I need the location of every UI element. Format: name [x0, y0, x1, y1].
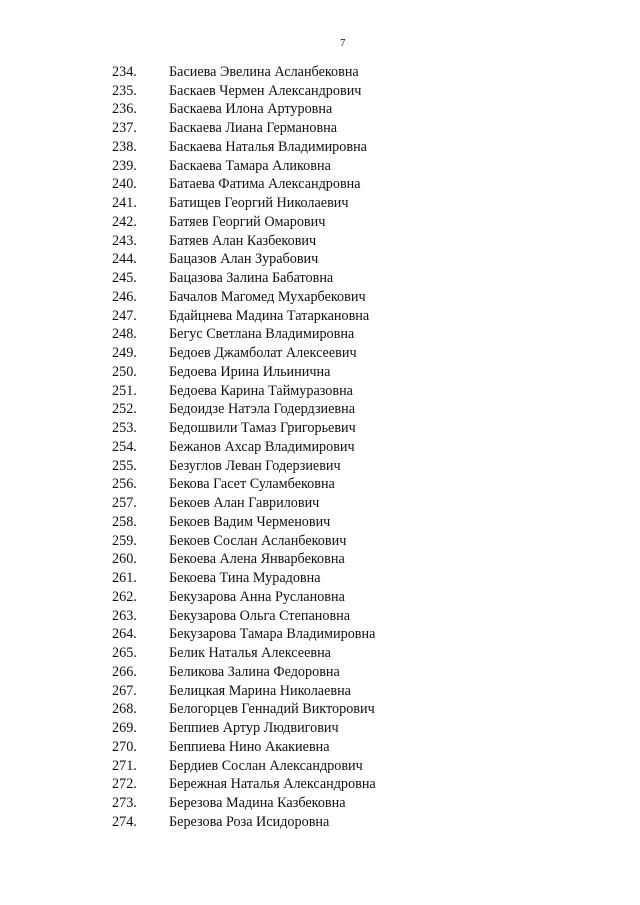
list-item-number: 260. [112, 551, 137, 568]
list-item [112, 344, 376, 363]
list-item-name: Белогорцев Геннадий Викторович [169, 701, 375, 718]
list-item [112, 363, 376, 382]
list-item-name: Бацазов Алан Зурабович [169, 251, 319, 268]
list-item-name: Белик Наталья Алексеевна [169, 645, 331, 662]
list-item [112, 232, 376, 251]
list-item-number: 256. [112, 476, 137, 493]
list-item-number: 249. [112, 345, 137, 362]
list-item-number: 257. [112, 495, 137, 512]
list-item-number: 266. [112, 663, 137, 680]
list-item-number: 246. [112, 288, 137, 305]
list-item-name: Бацазова Залина Бабатовна [169, 270, 334, 287]
list-item [112, 401, 376, 420]
list-item [112, 663, 376, 682]
list-item-number: 267. [112, 682, 137, 699]
list-item-number: 253. [112, 420, 137, 437]
list-item-name: Бережная Наталья Александровна [169, 776, 376, 793]
list-item [112, 438, 376, 457]
list-item-name: Батяев Алан Казбекович [169, 232, 317, 249]
list-item-number: 268. [112, 701, 137, 718]
list-item-number: 251. [112, 382, 137, 399]
list-item-name: Бекоева Тина Мурадовна [169, 570, 321, 587]
list-item-number: 262. [112, 588, 137, 605]
list-item-name: Березова Мадина Казбековна [169, 795, 346, 812]
list-item-number: 242. [112, 213, 137, 230]
list-item [112, 119, 376, 138]
list-item-number: 236. [112, 101, 137, 118]
list-item-name: Беппиева Нино Акакиевна [169, 738, 330, 755]
list-item [112, 588, 376, 607]
list-item-number: 241. [112, 195, 137, 212]
list-item-name: Баскаева Тамара Аликовна [169, 157, 331, 174]
list-item [112, 288, 376, 307]
list-item-name: Безуглов Леван Годерзиевич [169, 457, 341, 474]
list-item [112, 457, 376, 476]
list-item-number: 255. [112, 457, 137, 474]
list-item [112, 701, 376, 720]
list-item-number: 272. [112, 776, 137, 793]
list-item-number: 263. [112, 607, 137, 624]
list-item [112, 551, 376, 570]
list-item [112, 307, 376, 326]
list-item [112, 513, 376, 532]
list-item-number: 265. [112, 645, 137, 662]
list-item-number: 258. [112, 513, 137, 530]
list-item [112, 176, 376, 195]
list-item-name: Беликова Залина Федоровна [169, 663, 340, 680]
name-list [112, 63, 376, 832]
list-item-number: 243. [112, 232, 137, 249]
list-item-name: Бачалов Магомед Мухарбекович [169, 288, 366, 305]
list-item-number: 264. [112, 626, 137, 643]
list-item-name: Батяев Георгий Омарович [169, 213, 326, 230]
list-item-name: Бекузарова Тамара Владимировна [169, 626, 376, 643]
list-item-number: 237. [112, 120, 137, 137]
list-item-name: Бдайцнева Мадина Татаркановна [169, 307, 370, 324]
list-item-number: 270. [112, 738, 137, 755]
list-item-name: Бекоев Вадим Черменович [169, 513, 331, 530]
list-item [112, 194, 376, 213]
list-item-name: Бекоев Алан Гаврилович [169, 495, 320, 512]
list-item-name: Бекоев Сослан Асланбекович [169, 532, 347, 549]
list-item [112, 326, 376, 345]
list-item-name: Бекузарова Анна Руслановна [169, 588, 345, 605]
list-item [112, 569, 376, 588]
list-item-name: Березова Роза Исидоровна [169, 813, 330, 830]
list-item-number: 273. [112, 795, 137, 812]
list-item-number: 240. [112, 176, 137, 193]
list-item-name: Бекова Гасет Суламбековна [169, 476, 335, 493]
list-item [112, 813, 376, 832]
list-item-number: 245. [112, 270, 137, 287]
list-item-name: Басиева Эвелина Асланбековна [169, 63, 359, 80]
list-item-number: 239. [112, 157, 137, 174]
list-item-number: 261. [112, 570, 137, 587]
list-item-number: 238. [112, 138, 137, 155]
list-item-name: Бедоева Карина Таймуразовна [169, 382, 353, 399]
list-item-number: 271. [112, 757, 137, 774]
list-item-name: Баскаева Лиана Германовна [169, 120, 338, 137]
list-item-name: Бежанов Ахсар Владимирович [169, 438, 355, 455]
list-item [112, 382, 376, 401]
list-item [112, 607, 376, 626]
list-item-name: Бедоева Ирина Ильинична [169, 363, 331, 380]
list-item-name: Беппиев Артур Людвигович [169, 720, 339, 737]
list-item [112, 82, 376, 101]
list-item [112, 494, 376, 513]
list-item [112, 682, 376, 701]
list-item [112, 101, 376, 120]
list-item-number: 234. [112, 63, 137, 80]
list-item-number: 254. [112, 438, 137, 455]
list-item [112, 757, 376, 776]
list-item [112, 419, 376, 438]
list-item-name: Бердиев Сослан Александрович [169, 757, 363, 774]
list-item-number: 244. [112, 251, 137, 268]
list-item-number: 274. [112, 813, 137, 830]
list-item [112, 794, 376, 813]
list-item [112, 738, 376, 757]
list-item [112, 213, 376, 232]
list-item-number: 248. [112, 326, 137, 343]
list-item-number: 269. [112, 720, 137, 737]
list-item-number: 259. [112, 532, 137, 549]
list-item [112, 269, 376, 288]
list-item [112, 719, 376, 738]
list-item [112, 626, 376, 645]
list-item-name: Бекоева Алена Январбековна [169, 551, 345, 568]
list-item-name: Бедоев Джамболат Алексеевич [169, 345, 357, 362]
list-item-name: Бедоидзе Натэла Годердзиевна [169, 401, 356, 418]
list-item-name: Бекузарова Ольга Степановна [169, 607, 351, 624]
list-item [112, 251, 376, 270]
list-item-name: Баскаев Чермен Александрович [169, 82, 362, 99]
list-item [112, 644, 376, 663]
list-item [112, 476, 376, 495]
list-item-name: Батищев Георгий Николаевич [169, 195, 349, 212]
list-item [112, 776, 376, 795]
page-number: 7 [340, 37, 346, 49]
list-item-name: Белицкая Марина Николаевна [169, 682, 351, 699]
list-item [112, 63, 376, 82]
list-item [112, 138, 376, 157]
list-item-name: Баскаева Илона Артуровна [169, 101, 333, 118]
list-item-number: 247. [112, 307, 137, 324]
list-item [112, 157, 376, 176]
list-item [112, 532, 376, 551]
list-item-name: Бегус Светлана Владимировна [169, 326, 355, 343]
list-item-number: 252. [112, 401, 137, 418]
list-item-name: Батаева Фатима Александровна [169, 176, 361, 193]
list-item-name: Бедошвили Тамаз Григорьевич [169, 420, 356, 437]
list-item-name: Баскаева Наталья Владимировна [169, 138, 367, 155]
list-item-number: 235. [112, 82, 137, 99]
list-item-number: 250. [112, 363, 137, 380]
